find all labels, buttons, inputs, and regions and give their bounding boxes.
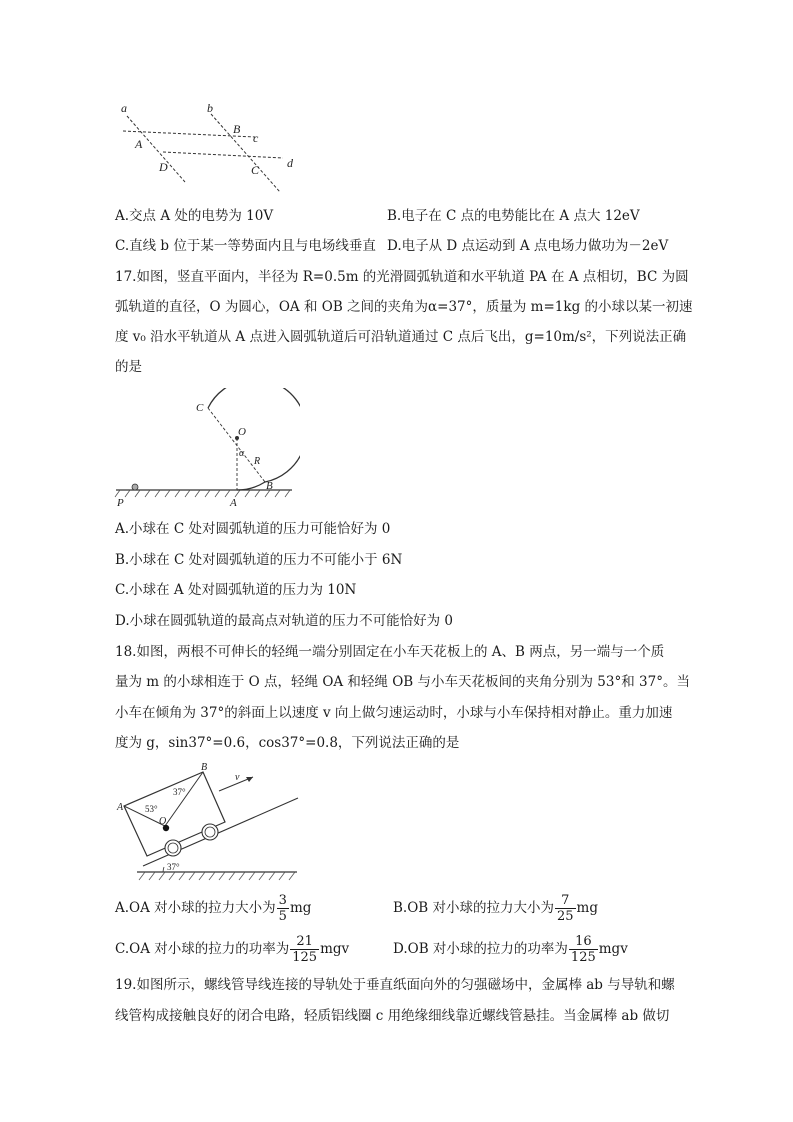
figure-q16 bbox=[115, 100, 315, 200]
q19-stem-line-2: 线管构成接触良好的闭合电路，轻质铝线圈 c 用绝缘细线靠近螺线管悬挂。当金属棒 ab 做切 bbox=[115, 1008, 670, 1024]
label-37deg-incline: 37° bbox=[167, 862, 180, 872]
line-b bbox=[211, 114, 280, 192]
q18-option-c: C.OA 对小球的拉力的功率为 $\frac{21}{125}$ mgv bbox=[115, 934, 350, 965]
fraction-d: $\frac{16}{125}$ bbox=[570, 934, 596, 965]
q16-option-a: A.交点 A 处的电势为 10V bbox=[115, 208, 274, 224]
label-C: C bbox=[196, 402, 204, 414]
option-b-text: B.OB 对小球的拉力大小为 bbox=[393, 900, 554, 916]
label-A: A bbox=[135, 137, 143, 151]
label-v: v bbox=[235, 772, 240, 783]
fraction-b: $\frac{7}{25}$ bbox=[557, 893, 574, 924]
diameter-bc bbox=[208, 408, 265, 482]
label-alpha: α bbox=[239, 448, 245, 459]
option-c-text: C.OA 对小球的拉力的功率为 bbox=[115, 941, 290, 957]
label-A: A bbox=[230, 497, 237, 509]
q18-stem-line-4: 度为 g，sin37°=0.6，cos37°=0.8，下列说法正确的是 bbox=[115, 735, 460, 751]
q18-stem-line-2: 量为 m 的小球相连于 O 点，轻绳 OA 和轻绳 OB 与小车天花板间的夹角分别为 53°和 37°。当 bbox=[115, 674, 690, 690]
label-37deg-top: 37° bbox=[173, 787, 186, 797]
label-R: R bbox=[254, 456, 261, 467]
q17-option-c: C.小球在 A 处对圆弧轨道的压力为 10N bbox=[115, 582, 357, 598]
option-d-text: D.OB 对小球的拉力的功率为 bbox=[393, 941, 568, 957]
label-C: C bbox=[251, 163, 260, 177]
q18-stem-line-3: 小车在倾角为 37°的斜面上以速度 v 向上做匀速运动时，小球与小车保持相对静止。重力加速 bbox=[115, 705, 673, 721]
label-O: O bbox=[238, 426, 246, 438]
q18-stem-line-1: 18.如图，两根不可伸长的轻绳一端分别固定在小车天花板上的 A、B 两点，另一端与一个质 bbox=[115, 644, 665, 660]
wheel-rear bbox=[165, 840, 181, 856]
q17-option-d: D.小球在圆弧轨道的最高点对轨道的压力不可能恰好为 0 bbox=[115, 613, 454, 629]
q18-option-d: D.OB 对小球的拉力的功率为 $\frac{16}{125}$ mgv bbox=[393, 934, 628, 965]
fraction-a: $\frac{3}{5}$ bbox=[278, 893, 287, 924]
ball bbox=[132, 484, 138, 490]
label-B: B bbox=[266, 480, 273, 492]
label-b: b bbox=[207, 101, 213, 115]
q17-option-a: A.小球在 C 处对圆弧轨道的压力可能恰好为 0 bbox=[115, 521, 391, 537]
q16-option-b: B.电子在 C 点的电势能比在 A 点大 12eV bbox=[387, 208, 640, 224]
fraction-c: $\frac{21}{125}$ bbox=[292, 934, 318, 965]
arc-track bbox=[208, 388, 300, 490]
q17-stem-line-4: 的是 bbox=[115, 359, 142, 375]
q17-stem-line-2: 弧轨道的直径，O 为圆心，OA 和 OB 之间的夹角为α=37°，质量为 m=1kg 的小球以某一初速 bbox=[115, 299, 693, 315]
q18-option-b: B.OB 对小球的拉力大小为 $\frac{7}{25}$ mg bbox=[393, 893, 598, 924]
figure-q18 bbox=[115, 760, 305, 890]
q17-stem-line-3: 度 v₀ 沿水平轨道从 A 点进入圆弧轨道后可沿轨道通过 C 点后飞出，g=10m/s²，下列说法正确 bbox=[115, 329, 687, 345]
q19-stem-line-1: 19.如图所示，螺线管导线连接的导轨处于垂直纸面向外的匀强磁场中，金属棒 ab 与导轨和螺 bbox=[115, 977, 675, 993]
label-d: d bbox=[287, 156, 293, 170]
line-d bbox=[163, 152, 283, 158]
label-B: B bbox=[233, 122, 241, 136]
label-B: B bbox=[201, 762, 208, 773]
option-a-text: A.OA 对小球的拉力大小为 bbox=[115, 900, 276, 916]
q16-option-c: C.直线 b 位于某一等势面内且与电场线垂直 bbox=[115, 238, 376, 254]
figure-q17 bbox=[110, 388, 300, 513]
q17-option-b: B.小球在 C 处对圆弧轨道的压力不可能小于 6N bbox=[115, 552, 403, 568]
label-D: D bbox=[159, 160, 168, 174]
q16-option-d: D.电子从 D 点运动到 A 点电场力做功为－2eV bbox=[387, 238, 669, 254]
label-A: A bbox=[117, 802, 124, 813]
label-O: O bbox=[159, 816, 167, 827]
q17-stem-line-1: 17.如图，竖直平面内，半径为 R=0.5m 的光滑圆弧轨道和水平轨道 PA 在 A 点相切，BC 为圆 bbox=[115, 269, 689, 285]
label-P: P bbox=[117, 497, 124, 509]
label-c: c bbox=[253, 131, 259, 145]
wheel-front bbox=[202, 824, 218, 840]
label-a: a bbox=[121, 101, 127, 115]
q18-option-a: A.OA 对小球的拉力大小为 $\frac{3}{5}$ mg bbox=[115, 893, 312, 924]
label-53deg: 53° bbox=[145, 804, 158, 814]
